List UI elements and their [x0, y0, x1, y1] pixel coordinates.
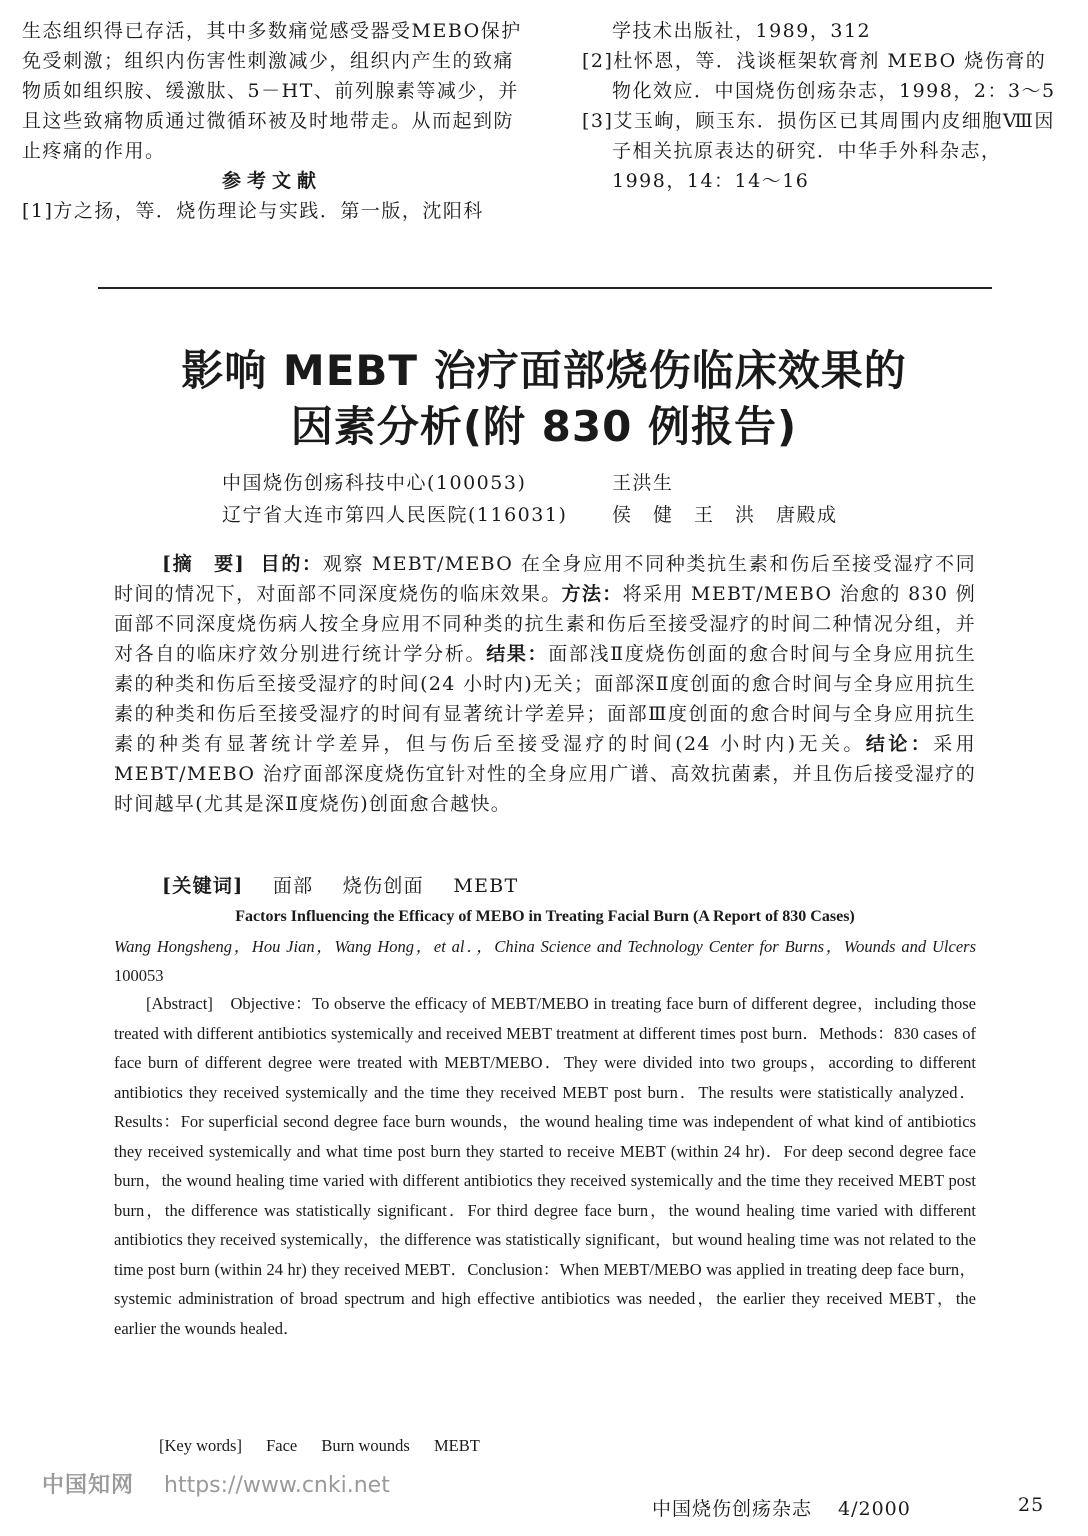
left-column [22, 16, 522, 226]
english-keyword: MEBT [433, 1436, 480, 1455]
keyword: 面部 [272, 875, 314, 897]
reference-1: [1]方之扬，等．烧伤理论与实践．第一版，沈阳科 [22, 200, 484, 222]
english-authors [114, 932, 976, 990]
conclusion-text: 采用 MEBT/MEBO 治疗面部深度烧伤宜针对性的全身应用广谱、高效抗菌素，并且伤后接受湿疗的时间越早(尤其是深Ⅱ度烧伤)创面愈合越快。 [114, 733, 976, 815]
affiliation-authors: 侯 健 王 洪 唐殿成 [612, 504, 838, 526]
cnki-watermark [42, 1468, 390, 1499]
keyword: MEBT [453, 875, 519, 897]
english-abstract-text: [Abstract] Objective：To observe the efficacy of MEBT/MEBO in treating face burn of different degree，including those treated with different antibiotics systemically and received MEBT treatment at different times post burn．Methods：830 cases of face burn of different degree were treated with MEBT/MEBO．They were divided into two groups，according to different antibiotics they received systemically and the time they received MEBT post burn．The results were statistically analyzed．Results：For superficial second degree face burn wounds，the wound healing time was independent of what kind of antibiotics they received systemically and what time post burn they started to receive MEBT (within 24 hr)．For deep second degree face burn，the wound healing time varied with different antibiotics they received systemically and the time they received MEBT post burn，the difference was statistically significant．For third degree face burn，the wound healing time varied with different antibiotics they received systemically，the difference was statistically significant，but wound healing time was not related to the time post burn (within 24 hr) they received MEBT．Conclusion：When MEBT/MEBO was applied in treating deep face burn，systemic administration of broad spectrum and high effective antibiotics was needed，the earlier they received MEBT，the earlier the wounds healed． [114, 994, 976, 1338]
english-abstract [114, 989, 976, 1343]
body-paragraph: 生态组织得已存活，其中多数痛觉感受器受MEBO保护免受刺激；组织内伤害性刺激减少，组织内产生的致痛物质如组织胺、缓激肽、5－HT、前列腺素等减少，并且这些致痛物质通过微循环被及时地带走。从而起到防止疼痛的作用。 [22, 20, 522, 162]
keywords-label: [关键词] [162, 875, 244, 897]
keyword: 烧伤创面 [342, 875, 424, 897]
references-heading: 参考文献 [221, 170, 322, 192]
english-author-list: Wang Hongsheng，Hou Jian，Wang Hong，et al．，China Science and Technology Center for Burns，Wounds and Ulcers [114, 937, 976, 956]
watermark-brand: 中国知网 [42, 1473, 135, 1498]
english-keyword: Burn wounds [321, 1436, 410, 1455]
article-title [0, 343, 1088, 455]
english-keywords-label: [Key words] [159, 1436, 242, 1455]
affiliation-row-1 [222, 468, 982, 498]
right-column [582, 16, 1066, 196]
methods-text: 将采用 MEBT/MEBO 治愈的 830 例面部不同深度烧伤病人按全身应用不同种类的抗生素和伤后至接受湿疗的时间二种情况分组，并对各自的临床疗效分别进行统计学分析。 [114, 583, 976, 665]
results-text: 面部浅Ⅱ度烧伤创面的愈合时间与全身应用抗生素的种类和伤后至接受湿疗的时间(24 小时内)无关；面部深Ⅱ度创面的愈合时间与全身应用抗生素的种类和伤后至接受湿疗的时间有显著统计学差异；面部Ⅲ度创面的愈合时间与全身应用抗生素的种类有显著统计学差异，但与伤后至接受湿疗的时间(24 小时内)无关。 [114, 643, 977, 755]
affiliation-org: 辽宁省大连市第四人民医院(116031) [222, 504, 568, 526]
article-title-line-1: 影响 MEBT 治疗面部烧伤临床效果的 [181, 346, 907, 395]
objective-label: 目的： [260, 553, 323, 575]
section-divider [98, 287, 992, 289]
affiliation-row-2 [222, 500, 982, 530]
reference-2: [2]杜怀恩，等．浅谈框架软膏剂 MEBO 烧伤膏的物化效应．中国烧伤创疡杂志，1998，2：3～5 [582, 50, 1056, 102]
article-title-line-2: 因素分析(附 830 例报告) [290, 402, 798, 451]
chinese-abstract [114, 549, 976, 819]
abstract-label: [摘 要] [162, 553, 246, 575]
english-title: Factors Influencing the Efficacy of MEBO in Treating Facial Burn (A Report of 830 Cases) [235, 908, 855, 925]
affiliation-org: 中国烧伤创疡科技中心(100053) [222, 472, 527, 494]
page-footer [652, 1494, 1052, 1521]
methods-label: 方法： [561, 583, 623, 605]
english-postcode: 100053 [114, 966, 164, 985]
english-keyword: Face [266, 1436, 298, 1455]
english-keywords [114, 1431, 976, 1460]
results-label: 结果： [486, 643, 549, 665]
watermark-url: https://www.cnki.net [164, 1473, 390, 1498]
affiliation-authors: 王洪生 [612, 472, 674, 494]
footer-issue: 4/2000 [838, 1498, 911, 1520]
objective-text: 观察 MEBT/MEBO 在全身应用不同种类抗生素和伤后至接受湿疗不同时间的情况下，对面部不同深度烧伤的临床效果。 [114, 553, 977, 605]
footer-journal: 中国烧伤创疡杂志 [652, 1498, 813, 1520]
conclusion-label: 结论： [865, 733, 934, 755]
reference-1-continued: 学技术出版社，1989，312 [612, 20, 872, 42]
reference-3: [3]艾玉峋，顾玉东．损伤区已其周围内皮细胞Ⅷ因子相关抗原表达的研究．中华手外科杂志，1998，14：14～16 [582, 110, 1055, 192]
chinese-keywords [114, 871, 976, 901]
footer-page-number: 25 [1018, 1494, 1045, 1516]
